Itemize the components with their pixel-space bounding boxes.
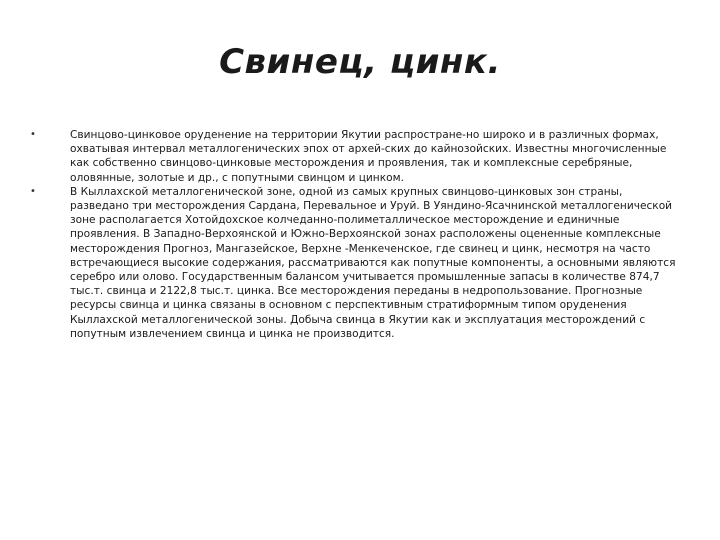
bullet-item — [30, 128, 682, 185]
bullet-marker: • — [30, 129, 36, 140]
slide-title: Свинец, цинк. — [219, 42, 501, 82]
bullet-list — [30, 128, 682, 341]
bullet-marker: • — [30, 185, 36, 197]
bullet-text: В Кыллахской металлогенической зоне, одной из самых крупных свинцово-цинковых зон страны, разведано три месторождения Сардана, Перевальное и Уруй. В Уяндино-Ясачнинской металлогенической зоне располагается Хотойдохское колчеданно-полиметаллическое месторождение и единичные проявления. В Западно-Верхоянской и Южно-Верхоянской зонах расположены оцененные комплексные месторождения Прогноз, Мангазейское, Верхне -Менкеченское, где свинец и цинк, несмотря на часто встречающиеся высокие содержания, рассматриваются как попутные компоненты, а основными являются серебро или олово. Государственным балансом учитывается промышленные запасы в количестве 874,7 тыс.т. свинца и 2122,8 тыс.т. цинка. Все месторождения переданы в недропользование. Прогнозные ресурсы свинца и цинка связаны в основном с перспективным стратиформным типом оруденения Кыллахской металлогенической зоны. Добыча свинца в Якутии как и эксплуатация месторождений с попутным извлечением свинца и цинка не производится. — [70, 185, 676, 340]
bullet-item — [30, 185, 682, 341]
bullet-text: Свинцово-цинковое оруденение на территории Якутии распростране-но широко и в различных формах, охватывая интервал металлогенических эпох от архей-ских до кайнозойских. Известны многочисленные как собственно свинцово-цинковые месторождения и проявления, так и комплексные серебряные, оловянные, золотые и др., с попутными свинцом и цинком. — [70, 129, 667, 184]
